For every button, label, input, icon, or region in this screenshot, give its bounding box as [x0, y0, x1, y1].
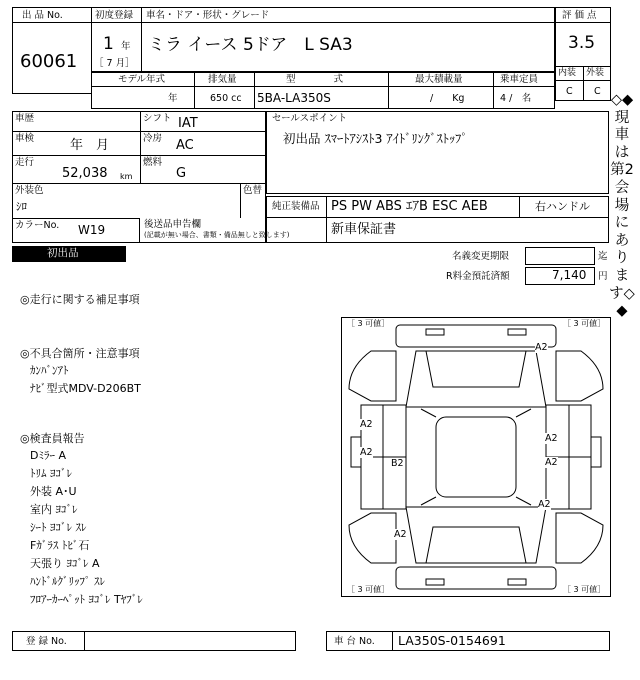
lot-label: 出 品 No. — [22, 10, 63, 21]
max-load-label: 最大積載量 — [415, 74, 463, 85]
history-label: 車歴 — [15, 113, 35, 124]
supplement-header: ◎走行に関する補足事項 — [20, 293, 140, 306]
name-change-unit: 迄 — [598, 251, 608, 262]
displacement-label: 排気量 — [208, 74, 237, 85]
first-listing-badge — [12, 246, 126, 262]
inspector-line: 室内 ﾖｺﾞﾚ — [30, 503, 78, 516]
mileage-unit: km — [120, 172, 133, 181]
inspector-line: ﾌﾛｱｰｶｰﾍﾟｯﾄ ﾖｺﾞﾚ Tﾔﾌﾞﾚ — [30, 593, 143, 606]
model-year-label: モデル年式 — [118, 74, 166, 85]
damage-mark: B2 — [391, 458, 404, 469]
damage-mark: A2 — [535, 342, 548, 353]
max-load-value: / Kg — [430, 93, 465, 104]
chassis-value: LA350S-0154691 — [398, 633, 506, 648]
name-change-label: 名義変更期限 — [452, 251, 510, 262]
ext-color-label: 外装色 — [15, 185, 44, 196]
aftermarket-note: (記載が無い場合、書類・備品無しと致します) — [144, 231, 290, 239]
color-no-label: カラーNo. — [15, 220, 60, 231]
fuel-value: G — [176, 166, 187, 181]
recycle-unit: 円 — [598, 271, 608, 282]
handle-value: 右ハンドル — [535, 200, 590, 213]
inspector-line: 外装 A･U — [30, 485, 77, 498]
ac-value: AC — [176, 138, 194, 153]
damage-mark: A2 — [360, 419, 373, 430]
capacity-value: 4 / 名 — [500, 93, 532, 104]
chassis-label: 車 台 No. — [334, 636, 375, 647]
inspector-header: ◎検査員報告 — [20, 432, 85, 445]
type-label: 型 式 — [286, 74, 344, 85]
car-name-label: 車名・ドア・形状・グレード — [146, 10, 270, 21]
ac-label: 冷房 — [143, 133, 163, 144]
inspector-line: Dﾐﾗｰ A — [30, 449, 66, 462]
inspection-label: 車検 — [15, 133, 35, 144]
damage-mark: A2 — [394, 529, 407, 540]
ext-color-value: ｼﾛ — [16, 200, 27, 213]
color-change-label: 色替 — [243, 185, 263, 196]
sales-point-value: 初出品 ｽﾏｰﾄｱｼｽﾄ3 ｱｲﾄﾞﾘﾝｸﾞｽﾄｯﾌﾟ — [283, 131, 468, 146]
mileage-value: 52,038 — [62, 166, 108, 181]
capacity-label: 乗車定員 — [500, 74, 539, 85]
damage-mark: A2 — [538, 499, 551, 510]
corner-label: ［ 3 可値］ — [563, 585, 606, 594]
damage-mark: A2 — [545, 457, 558, 468]
exterior-label: 外装 — [586, 68, 605, 78]
defect-line: ｶﾝﾊﾞﾝｱﾄ — [30, 364, 69, 377]
venue-note: ◇◆現車は第2会場にあります◇◆ — [609, 92, 635, 320]
grade-value: 3.5 — [568, 33, 596, 53]
exterior-grade: C — [594, 86, 601, 97]
inspector-line: ﾄﾘﾑ ﾖｺﾞﾚ — [30, 467, 72, 480]
first-listing-badge-text: 初出品 — [47, 247, 79, 259]
first-reg-label: 初度登録 — [95, 10, 134, 21]
equipment-label: 純正装備品 — [272, 201, 320, 212]
mileage-label: 走行 — [15, 157, 35, 168]
damage-mark: A2 — [545, 433, 558, 444]
warranty-value: 新車保証書 — [331, 222, 397, 237]
interior-label: 内装 — [558, 68, 577, 78]
displacement-value: 650 cc — [210, 93, 242, 104]
defect-line: ﾅﾋﾞ型式MDV-D206BT — [30, 382, 141, 395]
reg-no-label: 登 録 No. — [26, 636, 67, 647]
interior-grade: C — [566, 86, 573, 97]
grade-label: 評 価 点 — [562, 10, 597, 21]
aftermarket-label: 後送品申告欄 — [144, 219, 202, 230]
model-year-value: 年 — [168, 93, 178, 104]
corner-label: ［ 3 可値］ — [347, 585, 390, 594]
damage-mark: A2 — [360, 447, 373, 458]
car-diagram — [341, 317, 611, 597]
fuel-label: 燃料 — [143, 157, 163, 168]
car-name: ミラ イース 5ドア L SA3 — [148, 35, 353, 55]
first-reg-year: 1 — [103, 34, 114, 54]
color-no-value: W19 — [78, 223, 106, 237]
lot-number: 60061 — [20, 51, 78, 72]
recycle-value: 7,140 — [552, 268, 587, 282]
equipment-value: PS PW ABS ｴｱB ESC AEB — [331, 199, 488, 214]
inspector-line: 天張り ﾖｺﾞﾚ A — [30, 557, 100, 570]
shift-label: シフト — [143, 113, 172, 124]
inspection-value: 年 月 — [70, 138, 110, 153]
corner-label: ［ 3 可値］ — [563, 319, 606, 328]
type-value: 5BA-LA350S — [257, 91, 331, 105]
inspector-line: Fｶﾞﾗｽ ﾄﾋﾞ石 — [30, 539, 90, 552]
inspector-line: ﾊﾝﾄﾞﾙｸﾞﾘｯﾌﾟ ｽﾚ — [30, 575, 105, 588]
recycle-label: R料金預託済額 — [446, 271, 510, 282]
name-change-box — [525, 247, 595, 265]
first-reg-month: ［ 7 月］ — [94, 58, 135, 69]
defects-header: ◎不具合箇所・注意事項 — [20, 347, 140, 360]
year-unit: 年 — [121, 41, 131, 52]
inspector-line: ｼｰﾄ ﾖｺﾞﾚ ｽﾚ — [30, 521, 87, 534]
sales-point-label: セールスポイント — [272, 113, 348, 124]
car-diagram-svg — [341, 317, 611, 597]
corner-label: ［ 3 可値］ — [347, 319, 390, 328]
shift-value: IAT — [178, 116, 198, 131]
